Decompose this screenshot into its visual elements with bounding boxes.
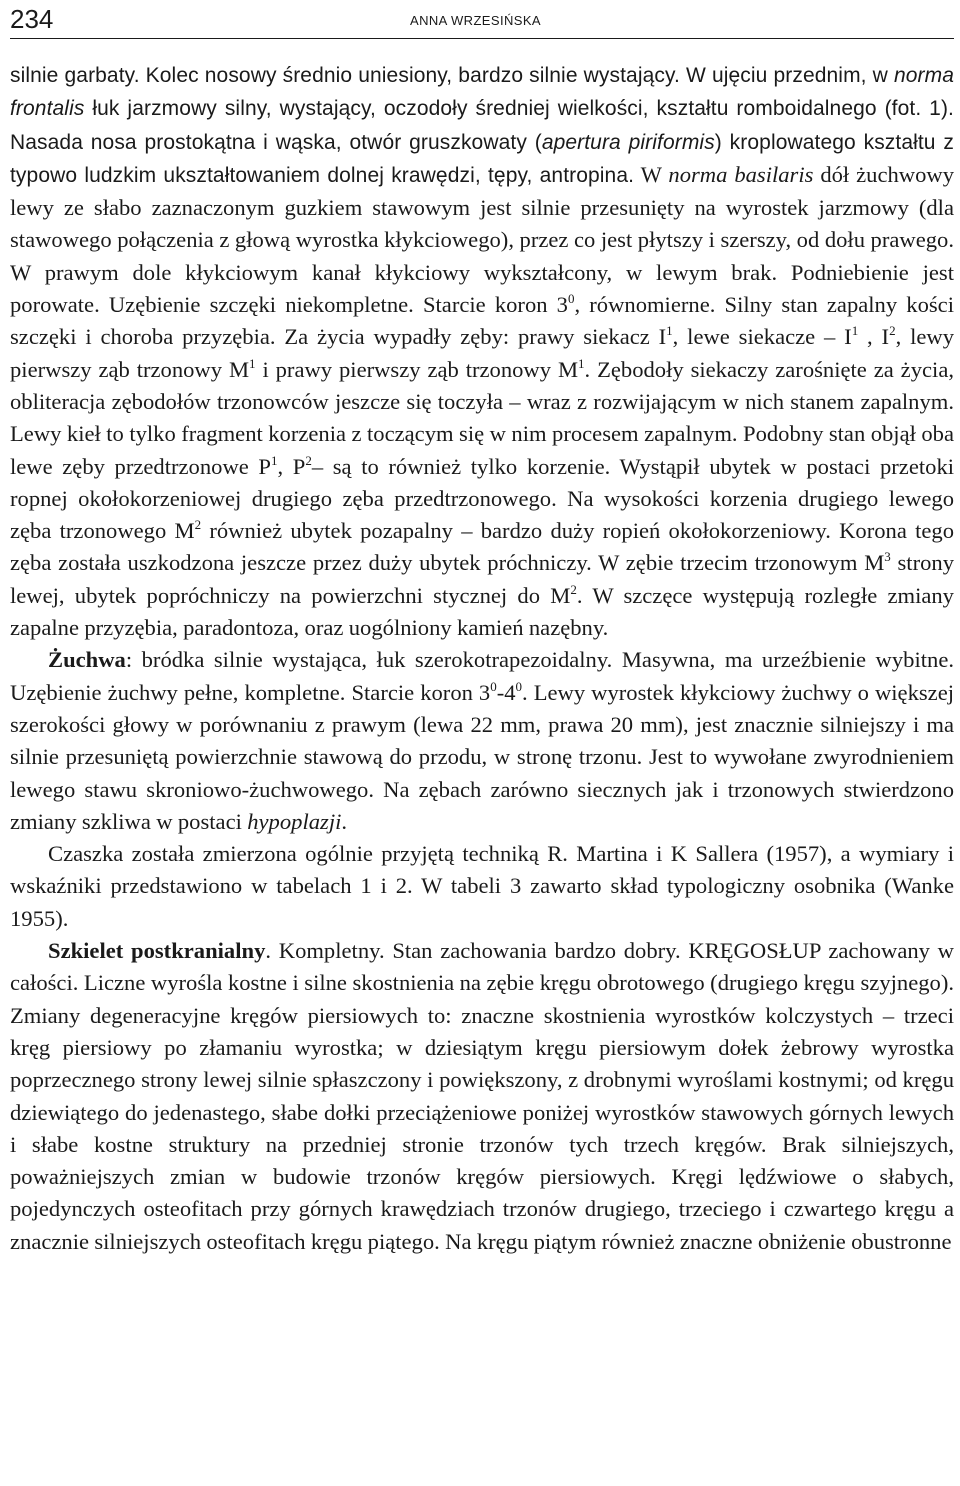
- paragraph-skull-description: silnie garbaty. Kolec nosowy średnio uniesiony, bardzo silnie wystający. W ujęciu przednim, w norma frontalis łuk jarzmowy silny, wystający, oczodoły średniej wielkości, kształtu romboidalnego (fot. 1). Nasada nosa prostokątna i wąska, otwór gruszkowaty (apertura piriformis) kroplowatego kształtu z typowo ludzkim ukształtowaniem dolnej krawędzi, tępy, antropina. W norma basilaris dół żuchwowy lewy ze słabo zaznaczonym guzkiem stawowym jest silnie przesunięty na wyrostek jarzmowy (dla stawowego połączenia z głową wyrostka kłykciowego), przez co jest płytszy i szerszy, od dołu prawego. W prawym dole kłykciowym kanał kłykciowy wykształcony, w lewym brak. Podniebienie jest porowate. Uzębienie szczęki niekompletne. Starcie koron $3^0$, równomierne. Silny stan zapalny kości szczęki i choroba przyzębia. Za życia wypadły zęby: prawy siekacz $I^1$, lewe siekacze – $I^1$ , $I^2$, lewy pierwszy ząb trzonowy $M^1$ i prawy pierwszy ząb trzonowy $M^1$. Zębodoły siekaczy zarośnięte za życia, obliteracja zębodołów trzonowców jeszcze się toczyła – wraz z rozwijającym w nich stanem zapalnym. Lewy kieł to tylko fragment korzenia z toczącym się w nim procesem zapalnym. Podobny stan objął oba lewe zęby przedtrzonowe $P^1$, $P^2-$ są to również tylko korzenie. Wystąpił ubytek w postaci przetoki ropnej okołokorzeniowej drugiego zęba przedtrzonowego. Na wysokości korzenia drugiego lewego zęba trzonowego $M^2$ również ubytek pozapalny – bardzo duży ropień okołokorzeniowy. Korona tego zęba została uszkodzona jeszcze przez duży ubytek próchniczy. W zębie trzecim trzonowym $M^3$ strony lewej, ubytek popróchniczy na powierzchni stycznej do $M^2$. W szczęce występują rozległe zmiany zapalne przyzębia, paradontoza, oraz uogólniony kamień nazębny.: [10, 64, 955, 641]
- running-head: ANNA WRZESIŃSKA: [410, 13, 541, 28]
- paragraph-measurements: Czaszka została zmierzona ogólnie przyjętą techniką R. Martina i K Sallera (1957), a wymiary i wskaźniki przedstawiono w tabelach 1 i 2. W tabeli 3 zawarto skład typologiczny osobnika (Wanke 1955).: [10, 841, 954, 931]
- page-header: [10, 0, 954, 39]
- heading-szkielet-postkranialny: Szkielet postkranialny: [48, 938, 266, 964]
- body-text: [10, 59, 954, 1258]
- paragraph-mandible: Żuchwa: bródka silnie wystająca, łuk szerokotrapezoidalny. Masywna, ma urzeźbienie wybitne. Uzębienie żuchwy pełne, kompletne. Starcie koron $3^0-4^0$. Lewy wyrostek kłykciowy żuchwy o większej szerokości głowy w porównaniu z prawym (lewa 22 mm, prawa 20 mm), jest znacznie silniejszy i ma silnie przesuniętą powierzchnie stawową do przodu, w stronę trzonu. Jest to wywołane zwyrodnieniem lewego stawu skroniowo-żuchwowego. Na zębach zarówno siecznych jak i trzonowych stwierdzono zmiany szkliwa w postaci hypoplazji.: [10, 647, 954, 834]
- heading-zuchwa: Żuchwa: [48, 647, 126, 673]
- paragraph-postcranial: Szkielet postkranialny. Kompletny. Stan zachowania bardzo dobry. KRĘGOSŁUP zachowany w całości. Liczne wyrośla kostne i silne skostnienia na zębie kręgu obrotowego (drugiego kręgu szyjnego). Zmiany degeneracyjne kręgów piersiowych to: znaczne skostnienia wyrostków kolczystych – trzeci kręg piersiowy po złamaniu wyrostka; w dziesiątym kręgu piersiowym dołek żebrowy wyrostka poprzecznego strony lewej silnie spłaszczony i powiększony, z drobnymi wyroślami kostnymi; od kręgu dziewiątego do jedenastego, słabe dołki przeciążeniowe poniżej wyrostków stawowych górnych lewych i słabe kostne struktury na przedniej stronie trzonów tych trzech kręgów. Brak silniejszych, poważniejszych zmian w budowie trzonów kręgów piersiowych. Kręgi lędźwiowe o słabych, pojedynczych osteofitach przy górnych krawędziach trzonów drugiego, trzeciego i czwartego kręgu a znacznie silniejszych osteofitach kręgu piątego. Na kręgu piątym również znaczne obniżenie obustronne: [10, 938, 954, 1254]
- page-number: 234: [10, 4, 54, 34]
